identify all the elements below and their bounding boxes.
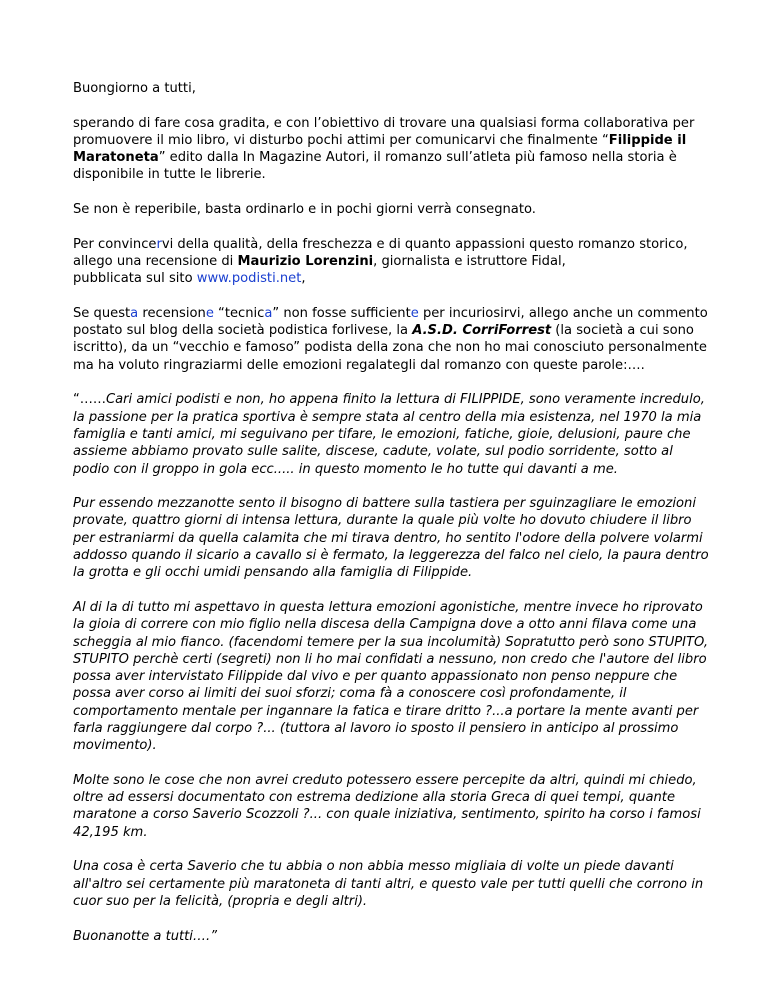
text: ” non fosse sufficient [272, 305, 411, 321]
quote-paragraph-5: Una cosa è certa Saverio che tu abbia o non abbia messo migliaia di volte un piede davanti all'altro sei certamente più maratoneta di tanti altri, e questo vale per tutti quelli che corrono in cuor suo per la felicità, (propria e degli altri). [73, 859, 704, 909]
podisti-link[interactable]: www.podisti.net [196, 271, 302, 287]
quote-lead: “…… [73, 392, 106, 408]
quote-paragraph-1 [73, 391, 713, 477]
letter-body [73, 80, 713, 962]
text: Se quest [73, 305, 131, 321]
quote-paragraph-3: Al di la di tutto mi aspettavo in questa lettura emozioni agonistiche, mentre invece ho riprovato la gioia di correre con mio figlio nella discesa della Campigna dove a otto anni filava come una scheggia al mio fianco. (facendomi temere per la sua incolumità) Sopratutto però sono STUPITO, STUPITO perchè certi (segreti) non li ho mai confidati a nessuno, non credo che l'autore del libro possa aver intervistato Filippide dal vivo e per quanto appassionato non penso neppure che possa aver corso ai limiti dei suoi sforzi; coma fà a conoscere così profondamente, il comportamento mentale per ingannare la fatica e tirare dritto ?...a portare la mente avanti per farla raggiungere dal corpo ?... (tuttora al lavoro io sposto il pensiero in anticipo al prossimo movimento). [73, 599, 708, 754]
text: pubblicata sul sito [73, 271, 197, 287]
text: (la società a cui sono iscritto), da un “vecchio e famoso” podista della zona che non ho mai conosciuto personalmente ma ha voluto ringraziarmi delle emozioni regalategli dal romanzo con queste parole:…. [73, 323, 707, 373]
greeting: Buongiorno a tutti, [73, 81, 196, 96]
book-title: Filippide il Maratoneta [73, 132, 687, 166]
text: Per convince [73, 236, 157, 252]
text: r [156, 236, 162, 252]
text: ” edito dalla In Magazine Autori, il romanzo sull’atleta più famoso nella storia è disponibile in tutte le librerie. [73, 150, 677, 183]
paragraph-comment-intro [73, 305, 713, 374]
text: sperando di fare cosa gradita, e con l’obiettivo di trovare una qualsiasi forma collaborativa per promuovere il mio libro, vi disturbo pochi attimi per comunicarvi che finalmente “ [73, 115, 695, 148]
paragraph-availability: Se non è reperibile, basta ordinarlo e in pochi giorni verrà consegnato. [73, 202, 536, 218]
text: , giornalista e istruttore Fidal, [373, 253, 566, 269]
quote-paragraph-4: Molte sono le cose che non avrei creduto potessero essere percepite da altri, quindi mi chiedo, oltre ad essersi documentato con estrema dedizione alla storia Greca di quei tempi, quante maratone a corso Saverio Scozzoli ?... con quale iniziativa, sentimento, spirito ha corso i famosi 42,195 km. [73, 772, 701, 840]
paragraph-review [73, 236, 713, 288]
text: recension [138, 305, 206, 321]
club-name: A.S.D. CorriForrest [412, 323, 552, 339]
text: e [410, 305, 419, 321]
quote-closing: Buonanotte a tutti….” [73, 928, 217, 944]
text: “tecnic [213, 305, 265, 321]
paragraph-book-announcement [73, 115, 713, 184]
quote-paragraph-2: Pur essendo mezzanotte sento il bisogno di battere sulla tastiera per sguinzagliare le emozioni provate, quattro giorni di intensa lettura, durante la quale più volte ho dovuto chiudere il libro per estraniarmi da quella calamita che mi tirava dentro, ho sentito l'odore della polvere volarmi addosso quando il sicario a cavallo si è fermato, la leggerezza del falco nel cielo, la paura dentro la grotta e gli occhi umidi pensando alla famiglia di Filippide. [73, 496, 709, 581]
text: , [301, 271, 306, 287]
text: a [264, 305, 273, 321]
text: a [130, 305, 139, 321]
reviewer-name: Maurizio Lorenzini [237, 253, 374, 269]
text: vi della qualità, della freschezza e di quanto appassioni questo romanzo storico, allego una recensione di [73, 236, 688, 269]
text: per incuriosirvi, allego anche un commento postato sul blog della società podistica forlivese, la [73, 305, 708, 339]
text: Cari amici podisti e non, ho appena finito la lettura di FILIPPIDE, sono veramente incredulo, la passione per la pratica sportiva è sempre stata al centro della mia esistenza, nel 1970 la mia famiglia e tanti amici, mi seguivano per tifare, le emozioni, fatiche, gioie, delusioni, paure che assieme abbiamo provato sulle salite, discese, cadute, volate, sul podio sorridente, sotto al podio con il groppo in gola ecc..... in questo momento le ho tutte qui davanti a me. [73, 392, 705, 477]
text: e [205, 305, 214, 321]
